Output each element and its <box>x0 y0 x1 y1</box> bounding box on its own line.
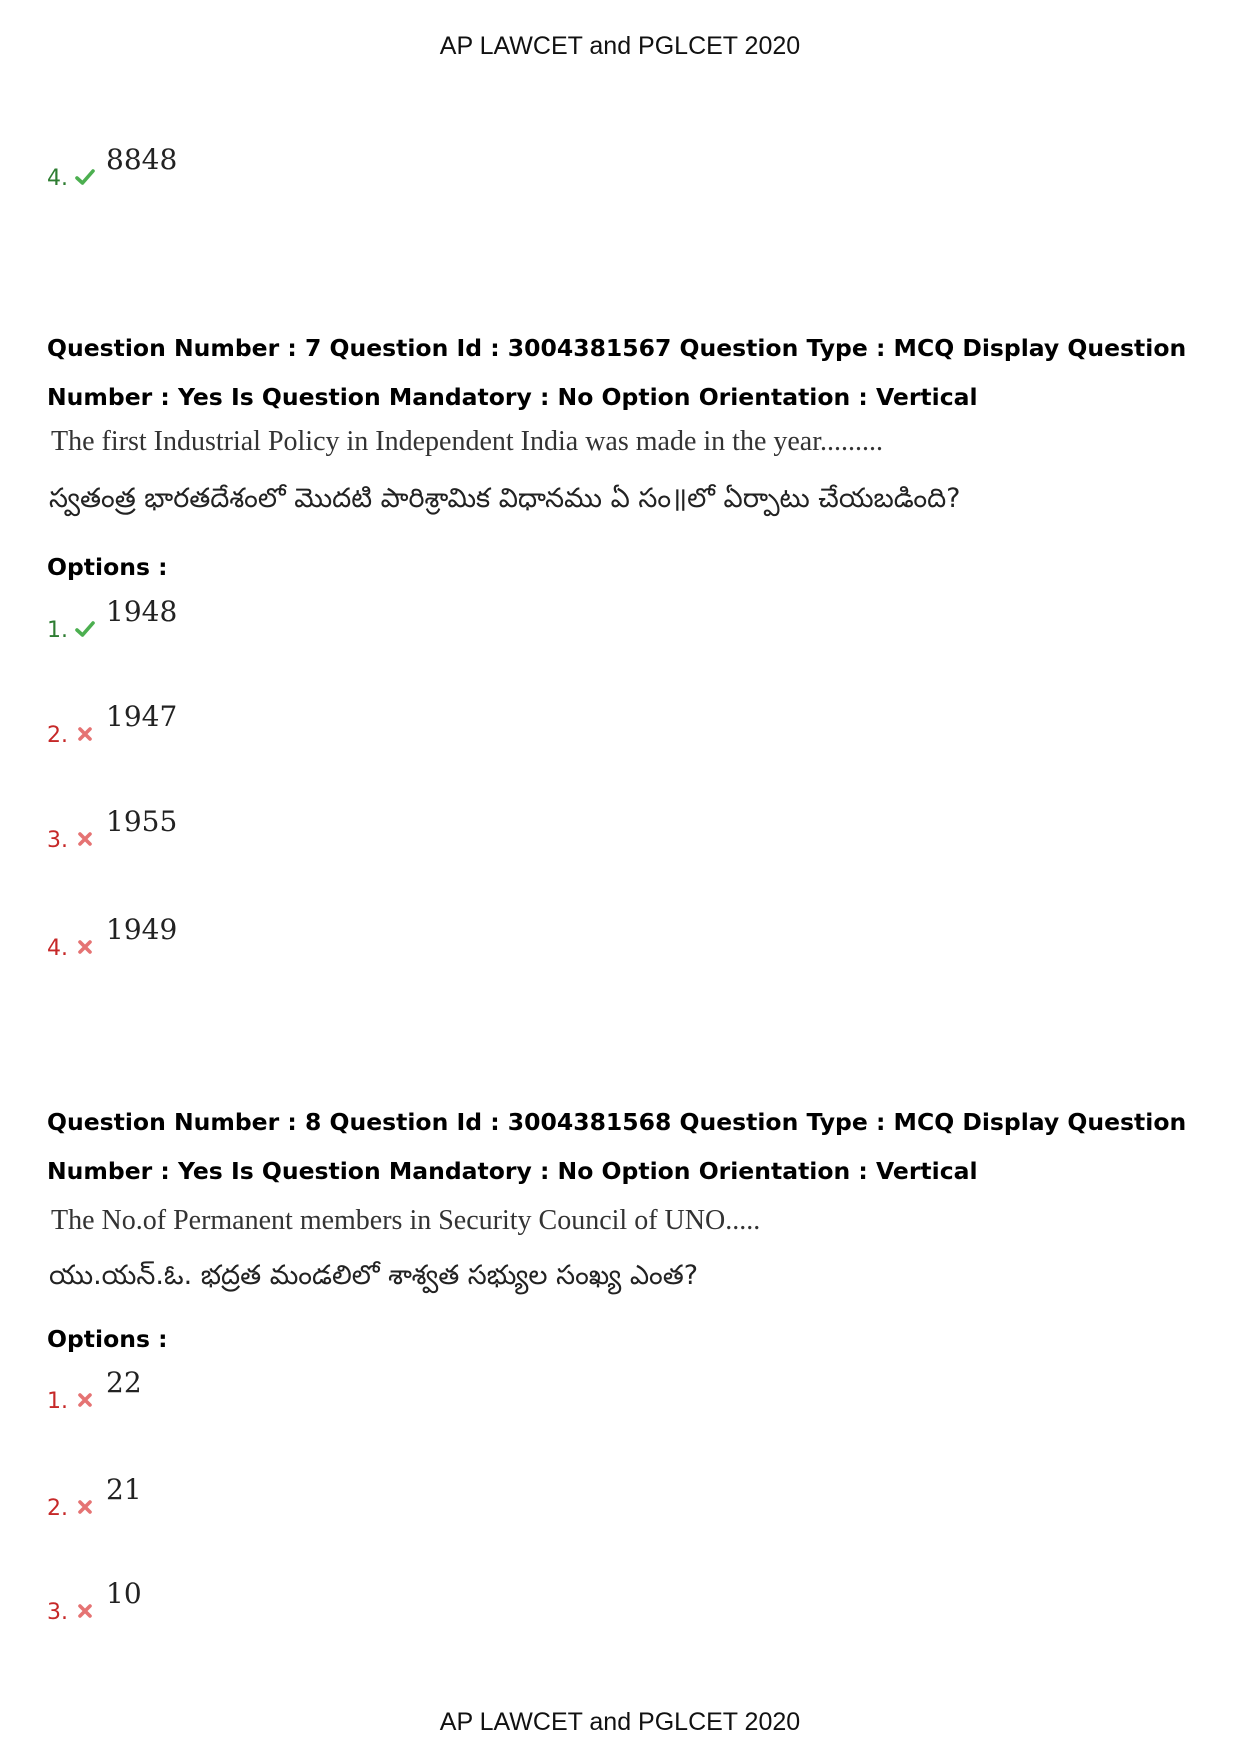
cross-icon <box>74 1600 96 1622</box>
option-value: 1947 <box>106 700 178 733</box>
question-meta-line: Number : Yes Is Question Mandatory : No Option Orientation : Vertical <box>47 1157 978 1185</box>
option-number: 3. <box>47 828 68 853</box>
cross-icon <box>74 1389 96 1411</box>
cross-icon <box>74 936 96 958</box>
option-number: 1. <box>47 618 68 643</box>
option-number: 1. <box>47 1389 68 1414</box>
question-7-text-english: The first Industrial Policy in Independent India was made in the year......... <box>51 426 884 457</box>
question-7-options-heading: Options : <box>47 553 168 581</box>
question-7-meta <box>47 324 1207 422</box>
option-value: 1955 <box>106 805 178 838</box>
question-7-option-4 <box>47 913 178 961</box>
question-8-option-3 <box>47 1577 142 1625</box>
question-7-option-2 <box>47 700 178 748</box>
question-8-text-english: The No.of Permanent members in Security Council of UNO..... <box>51 1205 761 1236</box>
option-number: 2. <box>47 1496 68 1521</box>
prev-option-4 <box>47 143 178 191</box>
option-value: 10 <box>106 1577 142 1610</box>
question-7-option-1 <box>47 595 178 643</box>
option-number: 3. <box>47 1600 68 1625</box>
page-footer: AP LAWCET and PGLCET 2020 <box>439 1708 801 1736</box>
cross-icon <box>74 1496 96 1518</box>
cross-icon <box>74 723 96 745</box>
question-meta-line: Number : Yes Is Question Mandatory : No Option Orientation : Vertical <box>47 383 978 411</box>
question-8-text-telugu: యు.యన్.ఓ. భద్రత మండలిలో శాశ్వత సభ్యుల సంఖ్య ఎంత? <box>49 1260 699 1291</box>
option-number: 2. <box>47 723 68 748</box>
option-value: 1949 <box>106 913 178 946</box>
question-7-text-telugu: స్వతంత్ర భారతదేశంలో మొదటి పారిశ్రామిక విధానము ఏ సం॥లో ఏర్పాటు చేయబడింది? <box>49 483 961 514</box>
option-value: 22 <box>106 1366 142 1399</box>
question-meta-line: Question Number : 8 Question Id : 3004381568 Question Type : MCQ Display Question <box>47 1108 1187 1136</box>
option-number: 4. <box>47 936 68 961</box>
question-8-option-2 <box>47 1473 142 1521</box>
check-icon <box>74 618 96 640</box>
question-8-option-1 <box>47 1366 142 1414</box>
check-icon <box>74 166 96 188</box>
option-value: 8848 <box>106 143 178 176</box>
question-8-meta <box>47 1098 1207 1196</box>
option-value: 21 <box>106 1473 142 1506</box>
question-meta-line: Question Number : 7 Question Id : 3004381567 Question Type : MCQ Display Question <box>47 334 1187 362</box>
question-7-option-3 <box>47 805 178 853</box>
option-number: 4. <box>47 166 68 191</box>
cross-icon <box>74 828 96 850</box>
question-8-options-heading: Options : <box>47 1325 168 1353</box>
page-header: AP LAWCET and PGLCET 2020 <box>439 32 801 60</box>
option-value: 1948 <box>106 595 178 628</box>
